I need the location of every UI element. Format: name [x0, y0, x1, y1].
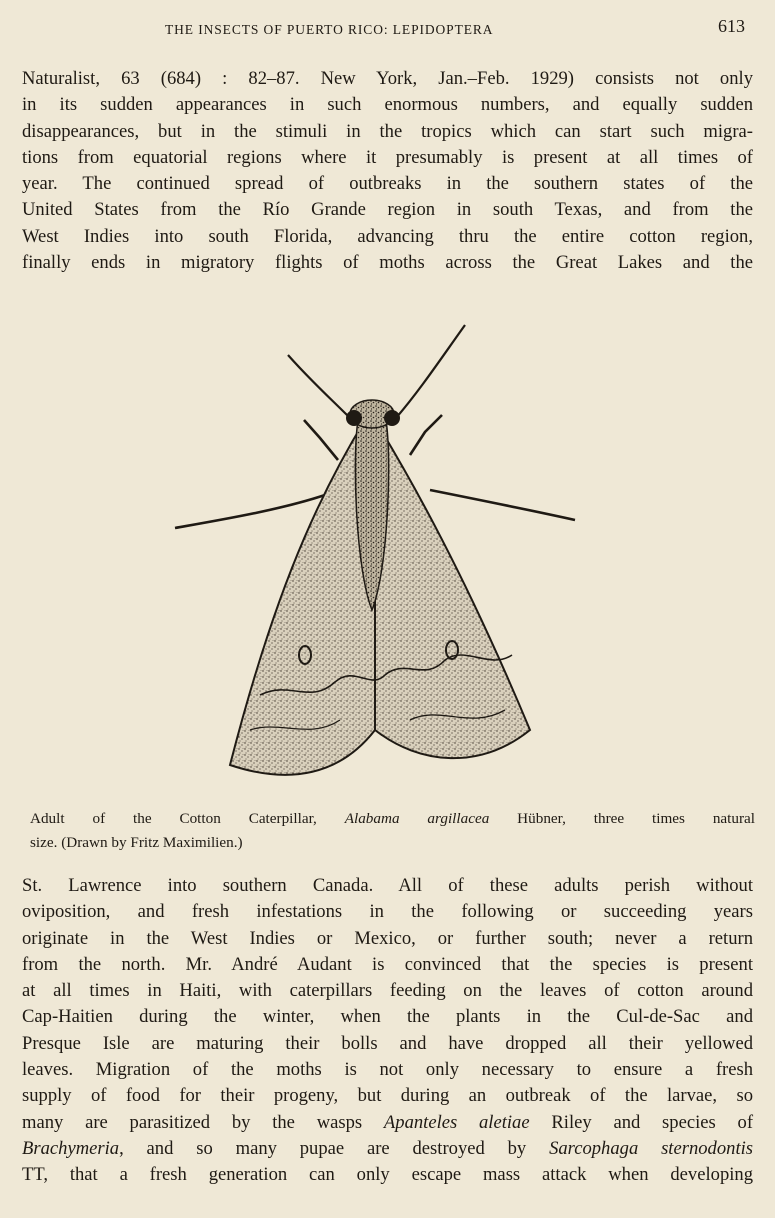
- text-line: supply of food for their progeny, but during an outbreak of the larvae, so: [22, 1085, 753, 1107]
- text-line: tions from equatorial regions where it presumably is present at all times of: [22, 146, 753, 168]
- text-line: Naturalist, 63 (684) : 82–87. New York, Jan.–Feb. 1929) consists not only: [22, 68, 753, 89]
- text-line: oviposition, and fresh infestations in the following or succeeding years: [22, 901, 753, 923]
- text-line: [22, 1110, 753, 1136]
- text-line: disappearances, but in the stimuli in the tropics which can start such migra-: [22, 120, 753, 142]
- text-line: year. The continued spread of outbreaks in the southern states of the: [22, 173, 753, 195]
- text-line: [22, 1136, 753, 1162]
- text-line: Cap-Haitien during the winter, when the plants in the Cul-de-Sac and: [22, 1006, 753, 1028]
- text-line: United States from the Río Grande region in south Texas, and from the: [22, 199, 753, 221]
- text-run: , and so many pupae are destroyed by: [119, 1137, 550, 1159]
- figure-caption: [30, 807, 755, 854]
- genus-name: Brachymeria: [22, 1137, 120, 1159]
- page-header: [0, 14, 775, 44]
- text-line: at all times in Haiti, with caterpillars feeding on the leaves of cotton around: [22, 980, 753, 1002]
- top-paragraph: [22, 66, 753, 276]
- caption-species: Alabama argillacea: [344, 810, 490, 827]
- text-line: in its sudden appearances in such enormous numbers, and equally sudden: [22, 94, 753, 116]
- caption-text: Hübner, three times natural: [489, 810, 755, 827]
- text-line: Presque Isle are maturing their bolls and have dropped all their yellowed: [22, 1032, 753, 1054]
- caption-line: size. (Drawn by Fritz Maximilien.): [30, 833, 243, 851]
- text-line: St. Lawrence into southern Canada. All of these adults perish without: [22, 875, 753, 896]
- text-line: finally ends in migratory flights of moths across the Great Lakes and the: [22, 252, 753, 274]
- text-line: TT, that a fresh generation can only escape mass attack when developing: [22, 1164, 753, 1186]
- species-name: Apanteles aletiae: [383, 1111, 530, 1133]
- species-name: Sarcophaga sternodontis: [549, 1137, 754, 1159]
- page-number: 613: [718, 16, 745, 36]
- text-run: Riley and species of: [529, 1111, 754, 1133]
- caption-line: [30, 807, 755, 831]
- text-line: originate in the West Indies or Mexico, or further south; never a return: [22, 927, 753, 949]
- text-line: West Indies into south Florida, advancing thru the entire cotton region,: [22, 225, 753, 247]
- caption-text: Adult of the Cotton Caterpillar,: [30, 810, 345, 827]
- running-head: THE INSECTS OF PUERTO RICO: LEPIDOPTERA: [165, 22, 494, 37]
- text-run: many are parasitized by the wasps: [22, 1111, 384, 1133]
- moth-illustration: [160, 310, 600, 800]
- bottom-paragraph: [22, 873, 753, 1189]
- text-line: leaves. Migration of the moths is not only necessary to ensure a fresh: [22, 1059, 753, 1081]
- text-line: from the north. Mr. André Audant is convinced that the species is present: [22, 953, 753, 975]
